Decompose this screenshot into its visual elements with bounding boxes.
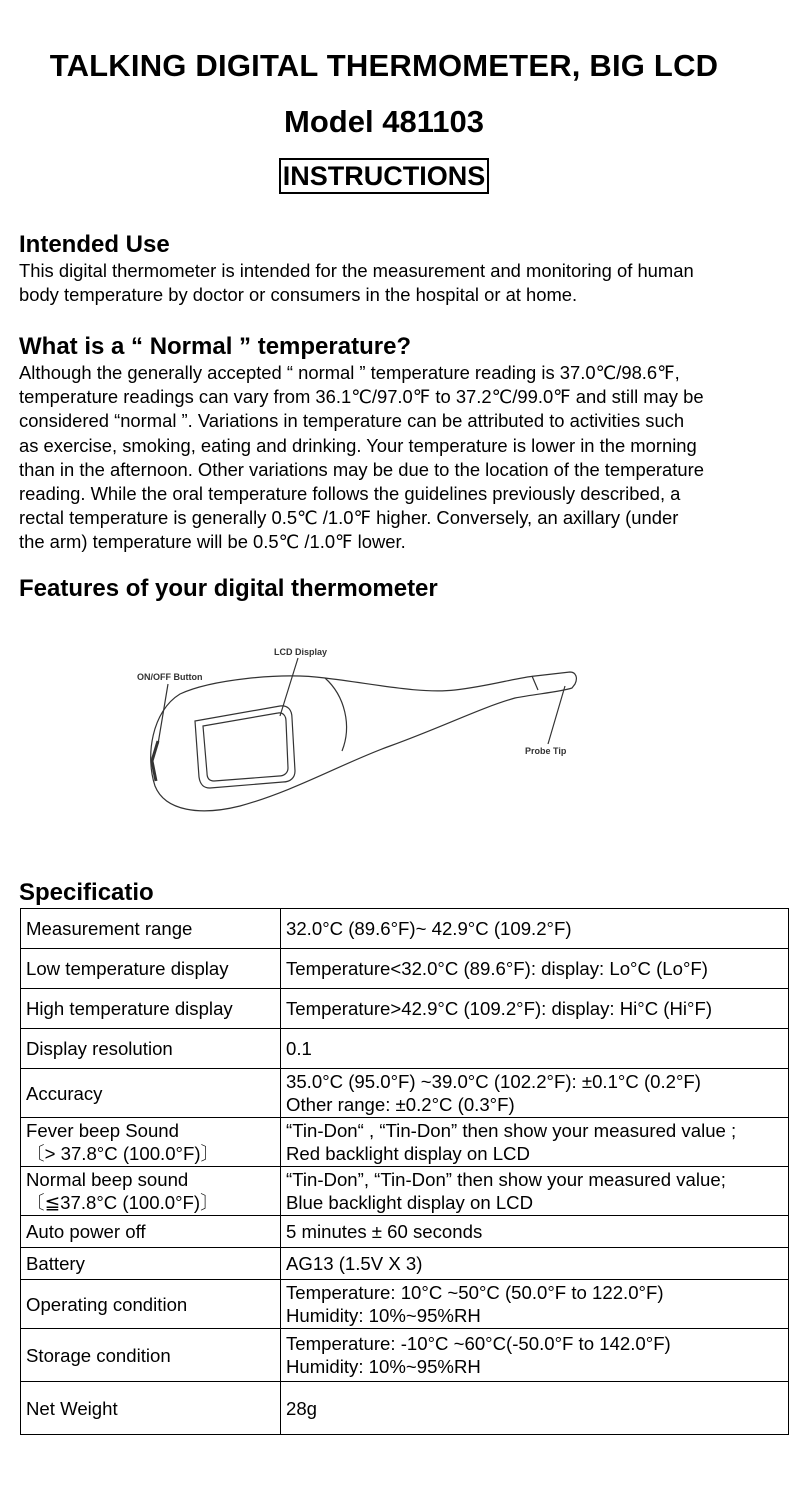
spec-value: 35.0°C (95.0°F) ~39.0°C (102.2°F): ±0.1°C (0.2°F) Other range: ±0.2°C (0.3°F) bbox=[281, 1069, 789, 1118]
text-line: reading. While the oral temperature follows the guidelines previously described, a bbox=[19, 483, 681, 505]
spec-key: Auto power off bbox=[21, 1216, 281, 1248]
table-row bbox=[21, 1167, 789, 1216]
spec-key: Fever beep Sound 〔> 37.8°C (100.0°F)〕 bbox=[21, 1118, 281, 1167]
spec-value: 28g bbox=[281, 1382, 789, 1435]
spec-key: Low temperature display bbox=[21, 949, 281, 989]
spec-key: Display resolution bbox=[21, 1029, 281, 1069]
spec-key: Accuracy bbox=[21, 1069, 281, 1118]
spec-value: Temperature: -10°C ~60°C(-50.0°F to 142.0°F) Humidity: 10%~95%RH bbox=[281, 1329, 789, 1382]
spec-value: Temperature: 10°C ~50°C (50.0°F to 122.0°F) Humidity: 10%~95%RH bbox=[281, 1280, 789, 1329]
onoff-button-label: ON/OFF Button bbox=[137, 672, 203, 682]
text-line: This digital thermometer is intended for the measurement and monitoring of human bbox=[19, 260, 694, 281]
head-rim bbox=[325, 678, 347, 751]
text-line: considered “normal ”. Variations in temperature can be attributed to activities such bbox=[19, 410, 685, 432]
spec-key: Storage condition bbox=[21, 1329, 281, 1382]
spec-key: High temperature display bbox=[21, 989, 281, 1029]
text-line: the arm) temperature will be 0.5℃ /1.0℉ lower. bbox=[19, 531, 406, 553]
specifications-heading: Specificatio bbox=[19, 879, 154, 906]
spec-value: AG13 (1.5V X 3) bbox=[281, 1248, 789, 1280]
spec-value: 32.0°C (89.6°F)~ 42.9°C (109.2°F) bbox=[281, 909, 789, 949]
onoff-button bbox=[152, 741, 158, 781]
lcd-leader-line bbox=[280, 658, 298, 716]
spec-key: Measurement range bbox=[21, 909, 281, 949]
text-line: as exercise, smoking, eating and drinking. Your temperature is lower in the morning bbox=[19, 434, 697, 456]
table-row bbox=[21, 1280, 789, 1329]
probe-collar bbox=[532, 676, 538, 690]
spec-value: “Tin-Don”, “Tin-Don” then show your measured value; Blue backlight display on LCD bbox=[281, 1167, 789, 1216]
spec-value: 5 minutes ± 60 seconds bbox=[281, 1216, 789, 1248]
text-line: rectal temperature is generally 0.5℃ /1.0℉ higher. Conversely, an axillary (under bbox=[19, 507, 679, 529]
table-row bbox=[21, 1382, 789, 1435]
table-row bbox=[21, 989, 789, 1029]
document-title: TALKING DIGITAL THERMOMETER, BIG LCD bbox=[49, 48, 719, 83]
instructions-box bbox=[0, 158, 768, 194]
probe-tip-label: Probe Tip bbox=[525, 746, 567, 756]
intended-use-heading: Intended Use bbox=[19, 231, 170, 258]
spec-value: 0.1 bbox=[281, 1029, 789, 1069]
instructions-label: INSTRUCTIONS bbox=[279, 158, 490, 194]
table-row bbox=[21, 1069, 789, 1118]
specifications-table bbox=[20, 908, 789, 1435]
table-row bbox=[21, 1329, 789, 1382]
spec-key: Net Weight bbox=[21, 1382, 281, 1435]
lcd-display-screen bbox=[203, 713, 288, 781]
spec-key: Operating condition bbox=[21, 1280, 281, 1329]
table-row bbox=[21, 1248, 789, 1280]
lcd-display-label: LCD Display bbox=[274, 647, 328, 657]
thermometer-outline bbox=[151, 672, 577, 811]
text-line: than in the afternoon. Other variations may be due to the location of the temperature bbox=[19, 458, 704, 480]
table-row bbox=[21, 1216, 789, 1248]
table-row bbox=[21, 1029, 789, 1069]
spec-key: Battery bbox=[21, 1248, 281, 1280]
table-row bbox=[21, 949, 789, 989]
spec-key: Normal beep sound 〔≦37.8°C (100.0°F)〕 bbox=[21, 1167, 281, 1216]
onoff-leader-line bbox=[158, 684, 168, 744]
thermometer-diagram bbox=[120, 636, 600, 826]
spec-value: Temperature<32.0°C (89.6°F): display: Lo°C (Lo°F) bbox=[281, 949, 789, 989]
text-line: temperature readings can vary from 36.1℃/97.0℉ to 37.2℃/99.0℉ and still may be bbox=[19, 386, 704, 408]
model-number: Model 481103 bbox=[284, 104, 484, 139]
text-line: body temperature by doctor or consumers in the hospital or at home. bbox=[19, 284, 578, 306]
probe-leader-line bbox=[548, 686, 565, 744]
features-heading: Features of your digital thermometer bbox=[19, 575, 438, 602]
spec-value: Temperature>42.9°C (109.2°F): display: Hi°C (Hi°F) bbox=[281, 989, 789, 1029]
table-row bbox=[21, 909, 789, 949]
normal-temp-text bbox=[19, 361, 779, 555]
spec-value: “Tin-Don“ , “Tin-Don” then show your measured value ; Red backlight display on LCD bbox=[281, 1118, 789, 1167]
table-row bbox=[21, 1118, 789, 1167]
intended-use-text bbox=[19, 259, 779, 307]
text-line: Although the generally accepted “ normal ” temperature reading is 37.0℃/98.6℉, bbox=[19, 362, 680, 383]
normal-temp-heading: What is a “ Normal ” temperature? bbox=[19, 333, 412, 360]
